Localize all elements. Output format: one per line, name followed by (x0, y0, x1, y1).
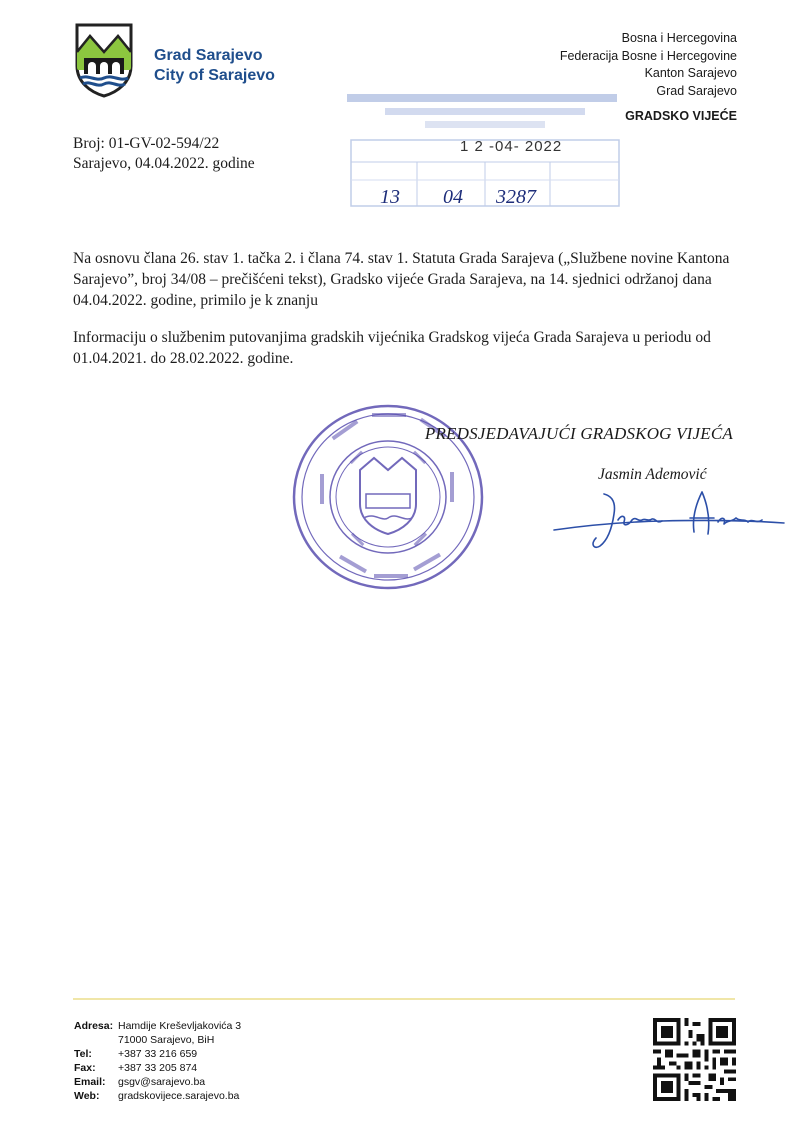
footer-label: Adresa: (74, 1020, 114, 1032)
authority-line: Bosna i Hercegovina (621, 31, 737, 45)
body-paragraph: Informaciju o službenim putovanjima gradskih vijećnika Gradskog vijeća Grada Sarajeva u periodu od 01.04.2021. do 28.02.2022. godine. (73, 329, 711, 367)
footer-value: 71000 Sarajevo, BiH (118, 1034, 215, 1046)
authority-line: Grad Sarajevo (656, 83, 737, 98)
city-name (154, 46, 275, 86)
registry-stamp-date: 1 2 -04- 2022 (460, 138, 563, 155)
footer-label: Tel: (74, 1048, 92, 1060)
signer-name: Jasmin Ademović (598, 466, 707, 483)
footer-value: +387 33 205 874 (118, 1062, 198, 1074)
city-name-english: City of Sarajevo (154, 67, 275, 84)
footer-value: Hamdije Kreševljakovića 3 (118, 1020, 242, 1032)
registry-stamp-handwritten: 04 (443, 186, 463, 208)
reference-place-date: Sarajevo, 04.04.2022. godine (73, 155, 255, 172)
registry-stamp-handwritten: 3287 (496, 186, 536, 208)
footer-row (74, 1089, 241, 1103)
council-name: GRADSKO VIJEĆE (625, 109, 737, 123)
footer-website[interactable]: gradskovijece.sarajevo.ba (118, 1090, 240, 1102)
footer-label: Fax: (74, 1062, 96, 1074)
document-reference (73, 134, 255, 174)
footer-row (74, 1075, 241, 1089)
footer-label: Web: (74, 1090, 100, 1102)
footer-value: +387 33 216 659 (118, 1048, 198, 1060)
city-name-local: Grad Sarajevo (154, 47, 263, 64)
footer-row (74, 1019, 241, 1033)
qr-code-icon (653, 1018, 736, 1101)
footer-row (74, 1047, 241, 1061)
footer-label: Email: (74, 1076, 106, 1088)
footer-row (74, 1033, 241, 1047)
reference-number: Broj: 01-GV-02-594/22 (73, 135, 220, 152)
footer-rule (73, 998, 735, 1000)
authority-line: Kanton Sarajevo (644, 66, 737, 80)
body-paragraph: Na osnovu člana 26. stav 1. tačka 2. i člana 74. stav 1. Statuta Grada Sarajeva („Službene novine Kantona Sarajevo”, broj 34/08 – prečišćeni tekst), Gradsko vijeće Grada Sarajeva, na 14. sjednici održanoj dana 04.04.2022. godine, primilo je k znanju (73, 250, 730, 309)
footer-row (74, 1061, 241, 1075)
footer-contacts (74, 1019, 241, 1103)
handwritten-signature (552, 488, 787, 550)
letterhead-logo (74, 22, 304, 102)
footer-email[interactable]: gsgv@sarajevo.ba (118, 1076, 206, 1088)
registry-stamp-handwritten: 13 (380, 186, 400, 208)
signer-title: PREDSJEDAVAJUĆI GRADSKOG VIJEĆA (424, 424, 733, 443)
city-crest-icon (74, 22, 134, 98)
authority-line: Federacija Bosne i Hercegovine (559, 48, 737, 63)
footer-label (74, 1033, 118, 1047)
